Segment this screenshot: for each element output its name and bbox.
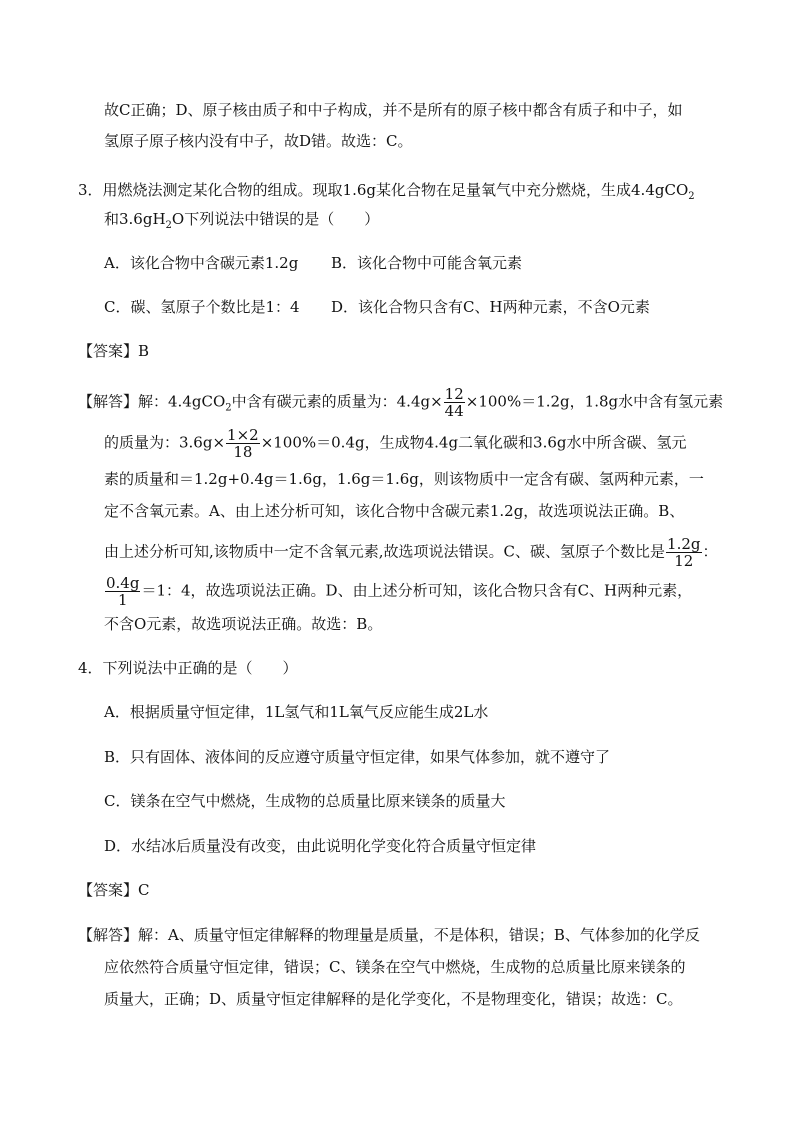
q3-answer: 【答案】B xyxy=(78,342,150,360)
q3-explanation-line-1: 【解答】解：4.4gCO$_2$中含有碳元素的质量为：4.4g× $\frac{12}{44}$ ×100%＝1.2g，1.8g水中含有氢元素 xyxy=(78,385,724,420)
q3-option-c: C．碳、氢原子个数比是1：4 xyxy=(104,298,300,316)
q3-stem-line-1: 3．用燃烧法测定某化合物的组成。现取1.6g某化合物在足量氧气中充分燃烧，生成4.4gCO$_2$ xyxy=(78,181,695,202)
q3-option-a: A．该化合物中含碳元素1.2g xyxy=(104,254,299,272)
q4-option-d: D．水结冰后质量没有改变，由此说明化学变化符合质量守恒定律 xyxy=(104,837,537,855)
q2-explanation-line-2: 氢原子原子核内没有中子，故D错。故选：C。 xyxy=(104,132,413,150)
fraction-1x2-18: $\frac{1\times 2}{18}$ xyxy=(227,426,259,461)
q3-explanation-line-3: 素的质量和＝1.2g+0.4g＝1.6g，1.6g＝1.6g，则该物质中一定含有碳、氢两种元素，一 xyxy=(104,470,704,488)
q3-stem-line-2: 和$3.6gH_2O$下列说法中错误的是（ ） xyxy=(104,210,380,231)
fraction-1.2g-12: $\frac{1.2g}{12}$ xyxy=(667,535,701,570)
q4-option-b: B．只有固体、液体间的反应遵守质量守恒定律，如果气体参加，就不遵守了 xyxy=(104,748,611,766)
q3-option-d: D．该化合物只含有C、H两种元素，不含O元素 xyxy=(331,298,650,316)
q4-explanation-line-3: 质量大，正确；D、质量守恒定律解释的是化学变化，不是物理变化，错误；故选：C。 xyxy=(104,990,683,1008)
q3-option-b: B．该化合物中可能含氧元素 xyxy=(331,254,523,272)
q3-explanation-line-7: 不含O元素，故选项说法正确。故选：B。 xyxy=(104,615,383,633)
q4-explanation-line-1: 【解答】解：A、质量守恒定律解释的物理量是质量，不是体积，错误；B、气体参加的化学反 xyxy=(78,926,700,944)
q3-explanation-line-2: 的质量为：3.6g× $\frac{1\times 2}{18}$ ×100%＝0.4g，生成物4.4g二氧化碳和3.6g水中所含碳、氢元 xyxy=(104,426,687,461)
q4-stem: 4．下列说法中正确的是（ ） xyxy=(78,659,298,677)
q3-explanation-line-4: 定不含氧元素。A、由上述分析可知，该化合物中含碳元素1.2g，故选项说法正确。B、 xyxy=(104,502,685,520)
q4-explanation-line-2: 应依然符合质量守恒定律，错误；C、镁条在空气中燃烧，生成物的总质量比原来镁条的 xyxy=(104,958,686,976)
q3-explanation-line-5: 由上述分析可知,该物质中一定不含氧元素,故选项说法错误。C、碳、氢原子个数比是 $\frac{1.2g}{12}$ ： xyxy=(104,535,718,570)
q4-option-c: C．镁条在空气中燃烧，生成物的总质量比原来镁条的质量大 xyxy=(104,792,506,810)
q4-option-a: A．根据质量守恒定律，1L氢气和1L氧气反应能生成2L水 xyxy=(104,703,489,721)
fraction-0.4g-1: $\frac{0.4g}{1}$ xyxy=(106,574,140,609)
fraction-12-44: $\frac{12}{44}$ xyxy=(444,385,464,420)
q2-explanation-line-1: 故C正确；D、原子核由质子和中子构成，并不是所有的原子核中都含有质子和中子，如 xyxy=(104,101,683,119)
q4-answer: 【答案】C xyxy=(78,881,150,899)
q3-explanation-line-6: $\frac{0.4g}{1}$ ＝1：4，故选项说法正确。D、由上述分析可知，该化合物只含有C、H两种元素， xyxy=(106,574,693,609)
